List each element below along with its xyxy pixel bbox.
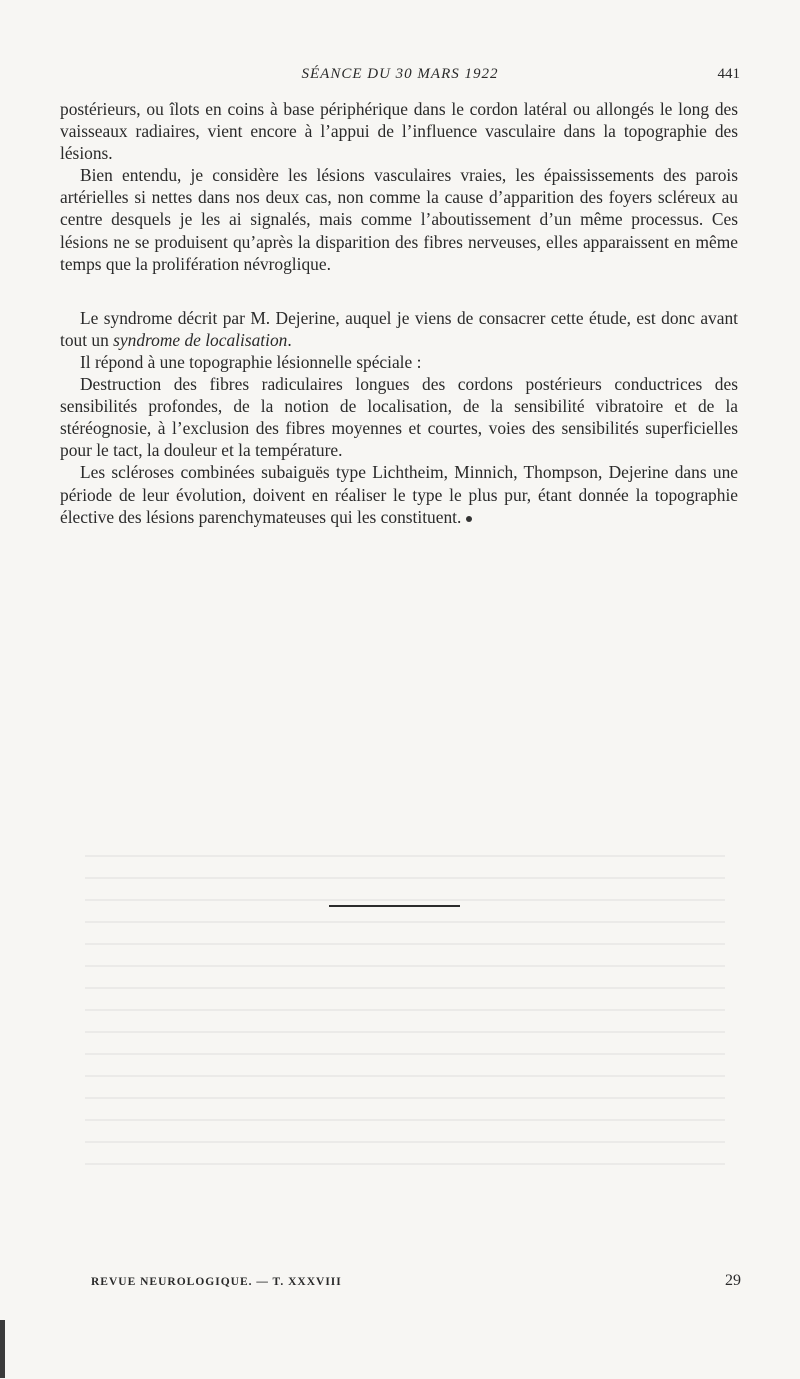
sheet-number: 29 [725,1272,741,1289]
paragraph-scleroses [60,461,738,527]
body-text [60,98,738,528]
journal-footer: REVUE NEUROLOGIQUE. — T. XXXVIII [91,1276,342,1288]
page-number: 441 [717,66,740,82]
page-footer [91,1272,741,1296]
gutter-mark [0,1320,5,1378]
bleed-through-texture [85,855,725,1165]
syndrome-emphasis: syndrome de localisation [113,329,288,350]
running-title: SÉANCE DU 30 MARS 1922 [301,66,499,82]
paragraph-destruction: Destruction des fibres radiculaires longues des cordons postérieurs conductrices des sensibilités profondes, de la notion de localisation, de la sensibilité vibratoire et de la stéréognosie, à l’exclusion des fibres moyennes et courtes, voies des sensibilités superficielles pour le tact, la douleur et la température. [60,374,738,461]
end-mark-icon [466,516,472,522]
paragraph-vascular-lesions: Bien entendu, je considère les lésions vasculaires vraies, les épaississements des parois artérielles si nettes dans nos deux cas, non comme la cause d’apparition des foyers scléreux au centre desquels je les ai signalés, mais comme l’aboutissement d’un même processus. Ces lésions ne se produisent qu’après la disparition des fibres nerveuses, elles apparaissent en même temps que la prolifération névroglique. [60,165,738,274]
paragraph-syndrome-conclusion [60,307,738,351]
syndrome-text: Le syndrome décrit par M. Dejerine, auquel je viens de consacrer cette étude, est donc avant tout un [60,307,738,350]
section-divider [329,905,460,907]
scleroses-text: Les scléroses combinées subaiguës type Lichtheim, Minnich, Thompson, Dejerine dans une période de leur évolution, doivent en réaliser le type le plus pur, étant donnée la topographie élective des lésions parenchymateuses qui les constituent. [60,462,738,527]
running-header [60,66,740,88]
paragraph-vascular-influence: postérieurs, ou îlots en coins à base périphérique dans le cordon latéral ou allongés le long des vaisseaux radiaires, vient encore à l’appui de l’influence vasculaire dans la topographie des lésions. [60,99,738,164]
syndrome-text-end: . [287,329,292,350]
paragraph-topography: Il répond à une topographie lésionnelle spéciale : [80,351,422,372]
